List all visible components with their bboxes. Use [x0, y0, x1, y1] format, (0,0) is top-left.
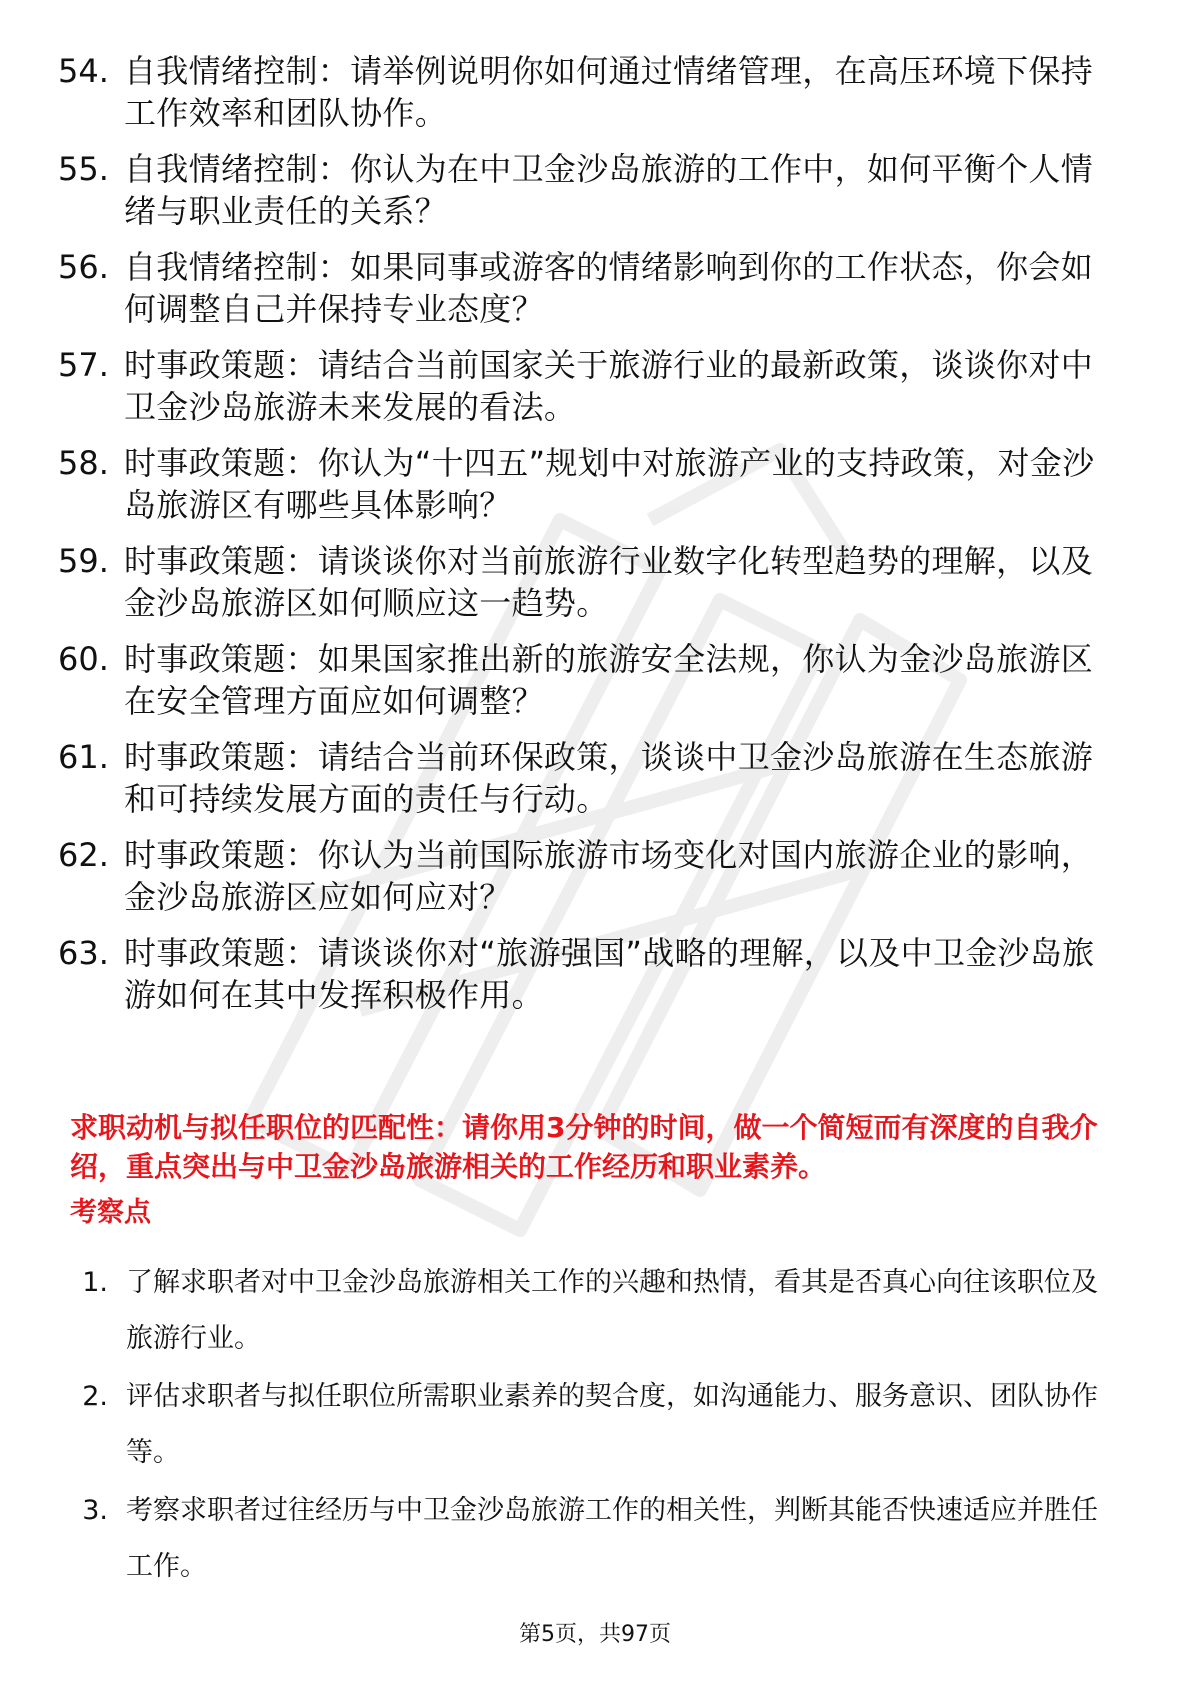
question-text: 时事政策题：你认为“十四五”规划中对旅游产业的支持政策，对金沙岛旅游区有哪些具体影响？ [124, 444, 1095, 524]
question-item [58, 834, 1118, 918]
question-number: 55. [58, 150, 109, 188]
interview-prompt: 求职动机与拟任职位的匹配性：请你用3分钟的时间，做一个简短而有深度的自我介绍，重点突出与中卫金沙岛旅游相关的工作经历和职业素养。 [70, 1111, 1098, 1183]
question-text: 自我情绪控制：你认为在中卫金沙岛旅游的工作中，如何平衡个人情绪与职业责任的关系？ [124, 150, 1094, 230]
page-footer: 第5页，共97页 [519, 1622, 671, 1647]
question-number: 57. [58, 346, 109, 384]
points-heading: 考察点 [70, 1197, 151, 1228]
question-text: 时事政策题：如果国家推出新的旅游安全法规，你认为金沙岛旅游区在安全管理方面应如何调整？ [124, 640, 1094, 720]
question-item [58, 736, 1118, 820]
assessment-point [70, 1369, 1120, 1481]
assessment-point [70, 1255, 1120, 1367]
question-number: 60. [58, 640, 109, 678]
question-item [58, 344, 1118, 428]
question-text: 时事政策题：你认为当前国际旅游市场变化对国内旅游企业的影响，金沙岛旅游区应如何应对？ [124, 836, 1094, 916]
point-number: 2. [82, 1381, 108, 1412]
question-item [58, 442, 1118, 526]
question-number: 56. [58, 248, 109, 286]
question-text: 时事政策题：请谈谈你对“旅游强国”战略的理解，以及中卫金沙岛旅游如何在其中发挥积极作用。 [124, 934, 1095, 1014]
question-text: 自我情绪控制：如果同事或游客的情绪影响到你的工作状态，你会如何调整自己并保持专业态度？ [124, 248, 1094, 328]
point-text: 考察求职者过往经历与中卫金沙岛旅游工作的相关性，判断其能否快速适应并胜任工作。 [126, 1495, 1098, 1582]
question-item [58, 638, 1118, 722]
question-list [58, 50, 1118, 1030]
question-item [58, 50, 1118, 134]
question-number: 54. [58, 52, 109, 90]
question-number: 63. [58, 934, 109, 972]
question-text: 时事政策题：请谈谈你对当前旅游行业数字化转型趋势的理解，以及金沙岛旅游区如何顺应这一趋势。 [124, 542, 1094, 622]
question-text: 时事政策题：请结合当前国家关于旅游行业的最新政策，谈谈你对中卫金沙岛旅游未来发展的看法。 [124, 346, 1094, 426]
assessment-points-list [70, 1255, 1120, 1597]
question-text: 自我情绪控制：请举例说明你如何通过情绪管理，在高压环境下保持工作效率和团队协作。 [124, 52, 1094, 132]
point-number: 3. [82, 1495, 108, 1526]
question-item [58, 246, 1118, 330]
point-text: 评估求职者与拟任职位所需职业素养的契合度，如沟通能力、服务意识、团队协作等。 [126, 1381, 1098, 1468]
question-item [58, 148, 1118, 232]
question-number: 61. [58, 738, 109, 776]
question-text: 时事政策题：请结合当前环保政策，谈谈中卫金沙岛旅游在生态旅游和可持续发展方面的责任与行动。 [124, 738, 1094, 818]
question-item [58, 932, 1118, 1016]
point-text: 了解求职者对中卫金沙岛旅游相关工作的兴趣和热情，看其是否真心向往该职位及旅游行业。 [126, 1267, 1098, 1354]
question-number: 58. [58, 444, 109, 482]
assessment-point [70, 1483, 1120, 1595]
question-item [58, 540, 1118, 624]
point-number: 1. [82, 1267, 108, 1298]
question-number: 59. [58, 542, 109, 580]
question-number: 62. [58, 836, 109, 874]
